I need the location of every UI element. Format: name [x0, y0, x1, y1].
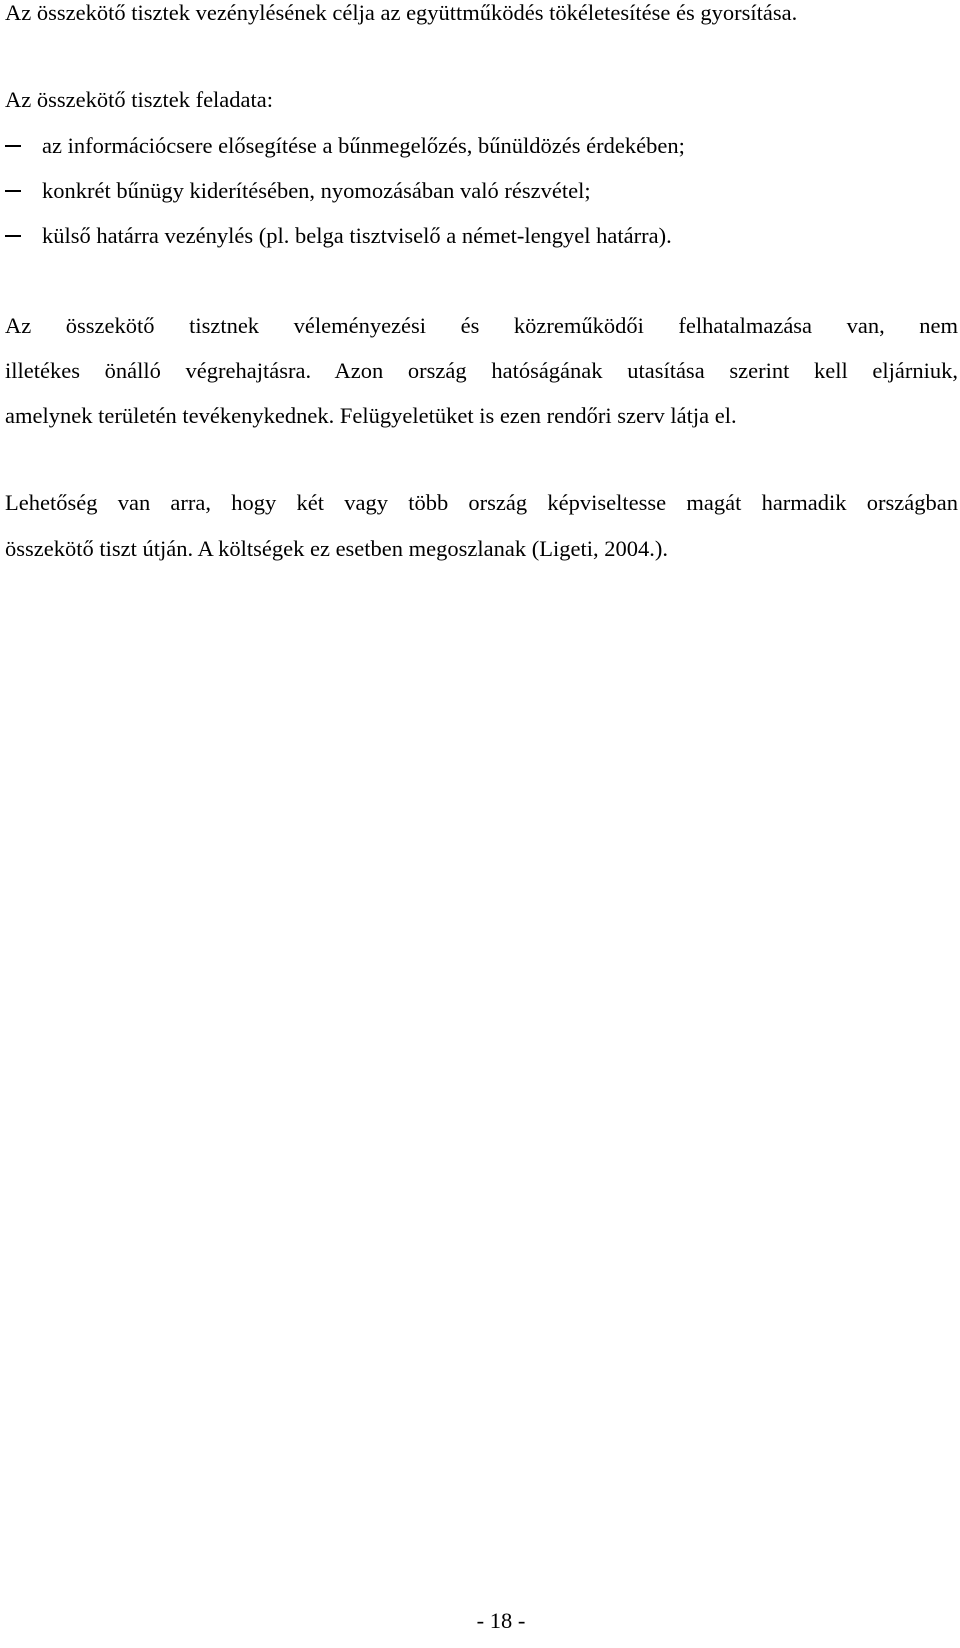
list-item-text: külső határra vezénylés (pl. belga tisztviselő a német-lengyel határra). — [42, 223, 672, 248]
paragraph-2-line: illetékes önálló végrehajtásra. Azon ország hatóságának utasítása szerint kell eljárniuk, — [5, 358, 958, 383]
tasks-heading: Az összekötő tisztek feladata: — [5, 87, 274, 112]
paragraph-3-line: Lehetőség van arra, hogy két vagy több ország képviseltesse magát harmadik országban — [5, 490, 958, 515]
paragraph-2-line: amelynek területén tevékenykednek. Felügyeletüket is ezen rendőri szerv látja el. — [5, 403, 737, 428]
dash-bullet-icon — [5, 145, 21, 147]
list-item-text: konkrét bűnügy kiderítésében, nyomozásában való részvétel; — [42, 178, 591, 203]
dash-bullet-icon — [5, 235, 21, 237]
list-item-text: az információcsere elősegítése a bűnmegelőzés, bűnüldözés érdekében; — [42, 133, 685, 158]
page-number — [0, 1608, 960, 1634]
paragraph-2-line: Az összekötő tisztnek véleményezési és közreműködői felhatalmazása van, nem — [5, 313, 958, 338]
page-number-text: - 18 - — [476, 1608, 526, 1633]
paragraph-3-line: összekötő tiszt útján. A költségek ez esetben megoszlanak (Ligeti, 2004.). — [5, 536, 668, 561]
dash-bullet-icon — [5, 190, 21, 192]
intro-line: Az összekötő tisztek vezénylésének célja az együttműködés tökéletesítése és gyorsítása. — [5, 0, 798, 25]
